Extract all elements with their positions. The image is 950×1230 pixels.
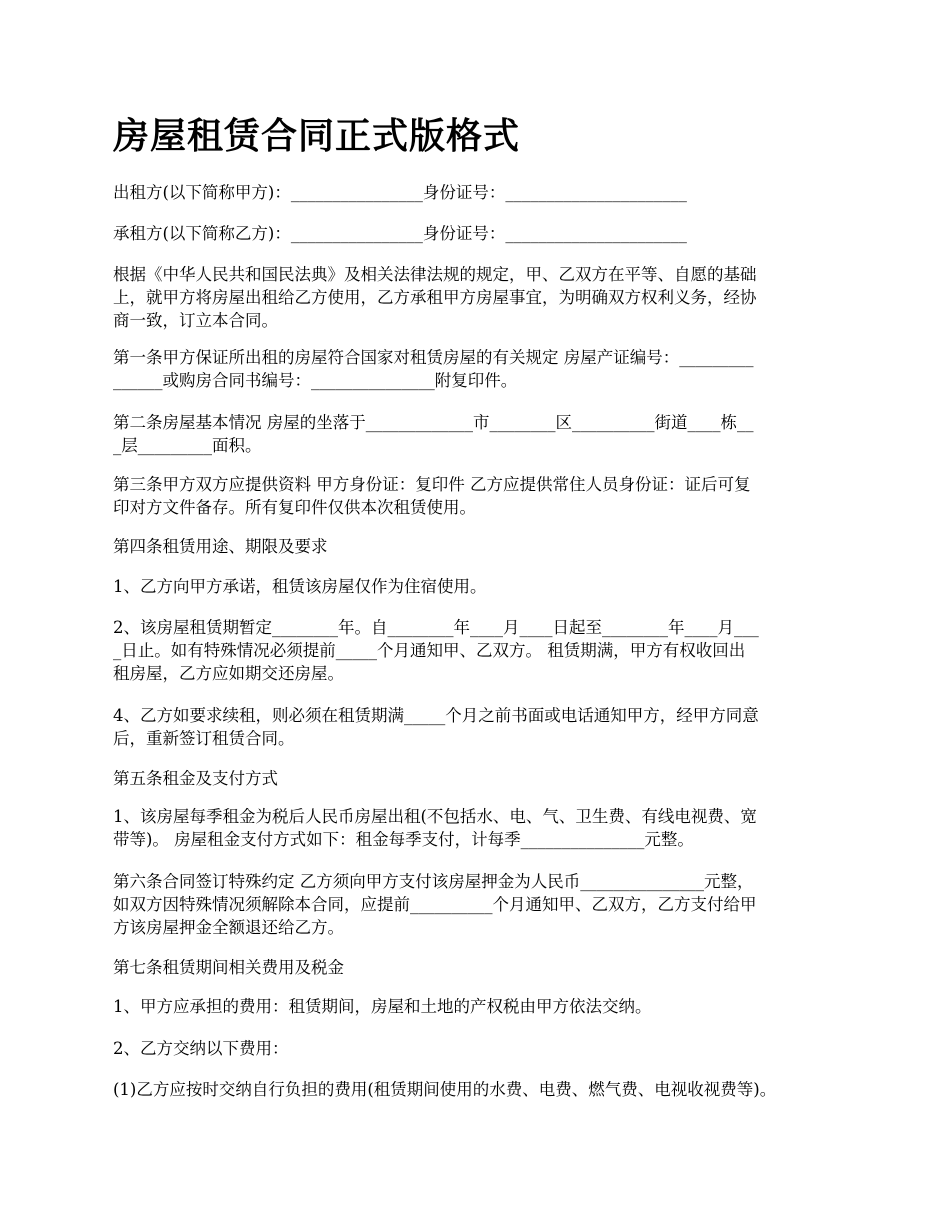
article-7-clause-2: 2、乙方交纳以下费用：	[113, 1039, 289, 1058]
article-6: 第六条合同签订特殊约定 乙方须向甲方支付该房屋押金为人民币_______________元整， 如双方因特殊情况须解除本合同，应提前__________个月通知甲、乙双方，乙方支付给甲 方该房屋押金全额退还给乙方。	[113, 872, 757, 937]
lessee-info: 承租方(以下简称乙方)：________________身份证号：______________________	[113, 224, 687, 243]
article-4-clause-1: 1、乙方向甲方承诺，租赁该房屋仅作为住宿使用。	[113, 577, 487, 596]
article-3: 第三条甲方双方应提供资料 甲方身份证：复印件 乙方应提供常住人员身份证：证后可复 印对方文件备存。所有复印件仅供本次租赁使用。	[113, 475, 751, 517]
lessor-info: 出租方(以下简称甲方)：________________身份证号：______________________	[113, 183, 687, 202]
article-4-heading: 第四条租赁用途、期限及要求	[113, 537, 328, 556]
preamble: 根据《中华人民共和国民法典》及相关法律法规的规定，甲、乙双方在平等、自愿的基础 上，就甲方将房屋出租给乙方使用，乙方承租甲方房屋事宜，为明确双方权利义务，经协 商一致，订立本合同。	[113, 265, 757, 330]
article-7-heading: 第七条租赁期间相关费用及税金	[113, 958, 344, 977]
article-7-clause-2-item-1: (1)乙方应按时交纳自行负担的费用(租赁期间使用的水费、电费、燃气费、电视收视费等)。	[113, 1080, 777, 1099]
article-4-clause-4: 4、乙方如要求续租，则必须在租赁期满_____个月之前书面或电话通知甲方，经甲方同意 后，重新签订租赁合同。	[113, 706, 759, 748]
article-7-clause-1: 1、甲方应承担的费用：租赁期间，房屋和土地的产权税由甲方依法交纳。	[113, 997, 652, 1016]
article-5-clause-1: 1、该房屋每季租金为税后人民币房屋出租(不包括水、电、气、卫生费、有线电视费、宽 带等)。 房屋租金支付方式如下：租金每季支付，计每季_______________元整。	[113, 807, 757, 849]
document-title: 房屋租赁合同正式版格式	[113, 115, 521, 157]
article-4-clause-2: 2、该房屋租赁期暂定________年。自________年____月____日起至________年____月___ _日止。如有特殊情况必须提前_____个月通知甲、乙双方。 租赁期满，甲方有权收回出 租房屋，乙方应如期交还房屋。	[113, 618, 759, 683]
article-5-heading: 第五条租金及支付方式	[113, 769, 278, 788]
article-1: 第一条甲方保证所出租的房屋符合国家对租赁房屋的有关规定 房屋产证编号：_________ ______或购房合同书编号：_______________附复印件。	[113, 348, 754, 390]
article-2: 第二条房屋基本情况 房屋的坐落于_____________市________区__________街道____栋__ _层_________面积。	[113, 413, 754, 455]
